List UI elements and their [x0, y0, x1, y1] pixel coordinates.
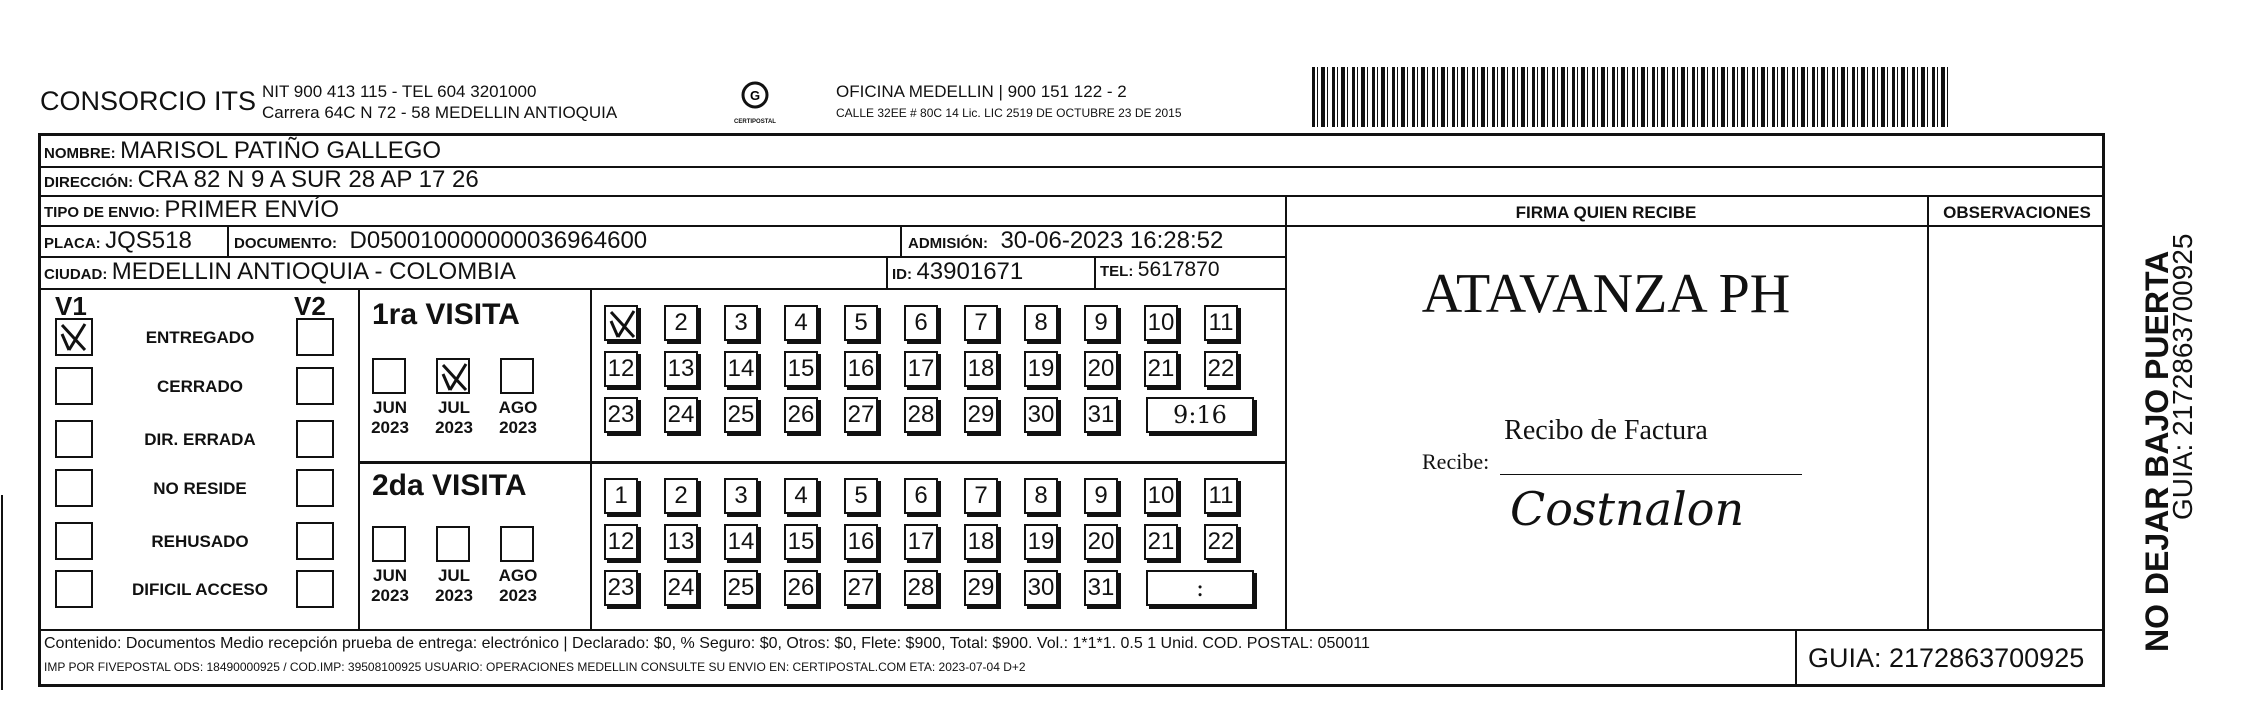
day-first-13[interactable]: 13 — [664, 351, 698, 387]
day-first-16[interactable]: 16 — [844, 351, 878, 387]
day-second-4[interactable]: 4 — [784, 478, 818, 514]
nombre-row — [44, 137, 441, 165]
day-second-31[interactable]: 31 — [1084, 570, 1118, 606]
stamp-name: ATAVANZA PH — [1421, 263, 1791, 325]
v2-checkbox[interactable] — [296, 318, 334, 356]
stamp-sub: Recibo de Factura — [1504, 415, 1708, 446]
v2-checkbox[interactable] — [296, 570, 334, 608]
footer-guia: GUIA: 2172863700925 — [1808, 643, 2085, 673]
certipostal-logo — [732, 80, 778, 126]
day-second-21[interactable]: 21 — [1144, 524, 1178, 560]
ciudad-field — [44, 258, 516, 286]
day-first-20[interactable]: 20 — [1084, 351, 1118, 387]
day-second-9[interactable]: 9 — [1084, 478, 1118, 514]
day-first-6[interactable]: 6 — [904, 305, 938, 341]
v1-checkbox[interactable] — [55, 318, 93, 356]
month-checkbox[interactable] — [436, 358, 470, 394]
id-value: 43901671 — [916, 258, 1024, 285]
day-second-8[interactable]: 8 — [1024, 478, 1058, 514]
office-line: OFICINA MEDELLIN | 900 151 122 - 2 — [836, 82, 1127, 101]
side-warning: NO DEJAR BAJO PUERTA — [2139, 250, 2175, 652]
tipo-value: PRIMER ENVÍO — [164, 196, 340, 223]
v1-label: V1 — [55, 291, 87, 321]
day-first-26[interactable]: 26 — [784, 397, 818, 433]
day-first-5[interactable]: 5 — [844, 305, 878, 341]
month-checkbox[interactable] — [372, 526, 406, 562]
day-first-31[interactable]: 31 — [1084, 397, 1118, 433]
tel-field — [1100, 258, 1220, 282]
day-second-18[interactable]: 18 — [964, 524, 998, 560]
direccion-label: DIRECCIÓN: — [44, 174, 134, 191]
day-second-3[interactable]: 3 — [724, 478, 758, 514]
day-second-25[interactable]: 25 — [724, 570, 758, 606]
month-label: AGO 2023 — [498, 398, 538, 437]
v1-checkbox[interactable] — [55, 420, 93, 458]
day-second-19[interactable]: 19 — [1024, 524, 1058, 560]
day-second-15[interactable]: 15 — [784, 524, 818, 560]
documento-label: DOCUMENTO: — [234, 235, 338, 252]
status-label: DIFICIL ACCESO — [131, 580, 268, 599]
status-label: DIR. ERRADA — [144, 430, 256, 449]
v2-checkbox[interactable] — [296, 469, 334, 507]
tipo-row — [44, 196, 339, 224]
documento-value: D050010000000036964600 — [349, 227, 648, 254]
day-second-5[interactable]: 5 — [844, 478, 878, 514]
day-first-30[interactable]: 30 — [1024, 397, 1058, 433]
day-second-22[interactable]: 22 — [1204, 524, 1238, 560]
day-second-11[interactable]: 11 — [1204, 478, 1238, 514]
day-first-10[interactable]: 10 — [1144, 305, 1178, 341]
ciudad-value: MEDELLIN ANTIOQUIA - COLOMBIA — [111, 258, 516, 285]
tel-label: TEL: — [1100, 263, 1134, 280]
status-label: REHUSADO — [151, 532, 249, 551]
month-checkbox[interactable] — [436, 526, 470, 562]
placa-field — [44, 227, 192, 255]
month-label: JUL 2023 — [435, 566, 473, 605]
ciudad-label: CIUDAD: — [44, 266, 108, 283]
firma-header: FIRMA QUIEN RECIBE — [1515, 203, 1697, 222]
day-first-11[interactable]: 11 — [1204, 305, 1238, 341]
day-first-24[interactable]: 24 — [664, 397, 698, 433]
second-visit-label: 2da VISITA — [372, 469, 527, 502]
day-second-2[interactable]: 2 — [664, 478, 698, 514]
day-first-18[interactable]: 18 — [964, 351, 998, 387]
day-second-12[interactable]: 12 — [604, 524, 638, 560]
v2-checkbox[interactable] — [296, 522, 334, 560]
day-second-29[interactable]: 29 — [964, 570, 998, 606]
day-second-10[interactable]: 10 — [1144, 478, 1178, 514]
month-label: AGO 2023 — [498, 566, 538, 605]
day-second-30[interactable]: 30 — [1024, 570, 1058, 606]
logo-text: CERTIPOSTAL — [734, 119, 776, 125]
day-second-6[interactable]: 6 — [904, 478, 938, 514]
first-visit-time[interactable]: 9:16 — [1146, 397, 1254, 433]
nombre-value: MARISOL PATIÑO GALLEGO — [120, 137, 442, 164]
day-first-27[interactable]: 27 — [844, 397, 878, 433]
status-label: NO RESIDE — [153, 479, 247, 498]
status-label: CERRADO — [157, 377, 243, 396]
company-nit: NIT 900 413 115 - TEL 604 3201000 — [262, 82, 537, 101]
day-second-14[interactable]: 14 — [724, 524, 758, 560]
day-second-17[interactable]: 17 — [904, 524, 938, 560]
day-first-3[interactable]: 3 — [724, 305, 758, 341]
day-first-19[interactable]: 19 — [1024, 351, 1058, 387]
day-second-16[interactable]: 16 — [844, 524, 878, 560]
day-second-26[interactable]: 26 — [784, 570, 818, 606]
license-line: CALLE 32EE # 80C 14 Lic. LIC 2519 DE OCTUBRE 23 DE 2015 — [836, 106, 1182, 120]
day-first-7[interactable]: 7 — [964, 305, 998, 341]
first-visit-label: 1ra VISITA — [372, 298, 520, 331]
company-address: Carrera 64C N 72 - 58 MEDELLIN ANTIOQUIA — [262, 103, 618, 122]
month-label: JUL 2023 — [435, 398, 473, 437]
day-second-13[interactable]: 13 — [664, 524, 698, 560]
second-visit-time[interactable]: : — [1146, 570, 1254, 606]
tel-value: 5617870 — [1137, 258, 1220, 281]
recibe-label: Recibe: — [1422, 449, 1490, 474]
day-first-21[interactable]: 21 — [1144, 351, 1178, 387]
day-first-2[interactable]: 2 — [664, 305, 698, 341]
margin-line — [1, 495, 3, 690]
day-second-20[interactable]: 20 — [1084, 524, 1118, 560]
v2-checkbox[interactable] — [296, 367, 334, 405]
admision-label: ADMISIÓN: — [908, 235, 988, 252]
month-label: JUN 2023 — [371, 566, 409, 605]
day-first-4[interactable]: 4 — [784, 305, 818, 341]
v1-checkbox[interactable] — [55, 522, 93, 560]
tipo-label: TIPO DE ENVIO: — [44, 204, 160, 221]
v2-label: V2 — [294, 291, 326, 321]
month-checkbox[interactable] — [500, 358, 534, 394]
day-first-8[interactable]: 8 — [1024, 305, 1058, 341]
day-first-23[interactable]: 23 — [604, 397, 638, 433]
month-checkbox[interactable] — [500, 526, 534, 562]
day-first-9[interactable]: 9 — [1084, 305, 1118, 341]
day-second-1[interactable]: 1 — [604, 478, 638, 514]
day-first-22[interactable]: 22 — [1204, 351, 1238, 387]
day-first-14[interactable]: 14 — [724, 351, 758, 387]
day-second-28[interactable]: 28 — [904, 570, 938, 606]
day-second-23[interactable]: 23 — [604, 570, 638, 606]
day-first-17[interactable]: 17 — [904, 351, 938, 387]
v1-checkbox[interactable] — [55, 469, 93, 507]
admision-field — [908, 227, 1223, 255]
v1-checkbox[interactable] — [55, 367, 93, 405]
status-label: ENTREGADO — [145, 328, 255, 347]
nombre-label: NOMBRE: — [44, 145, 116, 162]
company-name: CONSORCIO ITS — [40, 86, 257, 116]
signature: Costnalon — [1510, 482, 1745, 536]
v1-checkbox[interactable] — [55, 570, 93, 608]
day-first-15[interactable]: 15 — [784, 351, 818, 387]
footer-content: Contenido: Documentos Medio recepción prueba de entrega: electrónico | Declarado: $0, % Seguro: $0, Otros: $0, Flete: $900, Total: $900. Vol.: 1*1*1. 0.5 1 Unid. COD. POSTAL: 050011 — [44, 635, 1370, 652]
month-label: JUN 2023 — [371, 398, 409, 437]
day-first-1[interactable] — [604, 305, 638, 341]
placa-value: JQS518 — [105, 227, 192, 254]
day-first-25[interactable]: 25 — [724, 397, 758, 433]
admision-value: 30-06-2023 16:28:52 — [1000, 227, 1224, 254]
observaciones-header: OBSERVACIONES — [1943, 203, 2091, 222]
documento-field — [234, 227, 647, 255]
direccion-value: CRA 82 N 9 A SUR 28 AP 17 26 — [137, 166, 479, 193]
id-field — [892, 258, 1023, 286]
barcode — [1312, 67, 1952, 127]
v2-checkbox[interactable] — [296, 420, 334, 458]
day-second-27[interactable]: 27 — [844, 570, 878, 606]
id-label: ID: — [892, 266, 912, 283]
placa-label: PLACA: — [44, 235, 101, 252]
svg-text:G: G — [749, 88, 761, 103]
day-first-29[interactable]: 29 — [964, 397, 998, 433]
day-first-12[interactable]: 12 — [604, 351, 638, 387]
day-second-7[interactable]: 7 — [964, 478, 998, 514]
footer-imp: IMP POR FIVEPOSTAL ODS: 18490000925 / COD.IMP: 39508100925 USUARIO: OPERACIONES MEDELLIN CONSULTE SU ENVIO EN: CERTIPOSTAL.COM ETA: 2023-07-04 D+2 — [44, 660, 1026, 674]
month-checkbox[interactable] — [372, 358, 406, 394]
side-guia: GUIA: 2172863700925 — [2167, 233, 2198, 520]
day-second-24[interactable]: 24 — [664, 570, 698, 606]
day-first-28[interactable]: 28 — [904, 397, 938, 433]
direccion-row — [44, 166, 479, 194]
